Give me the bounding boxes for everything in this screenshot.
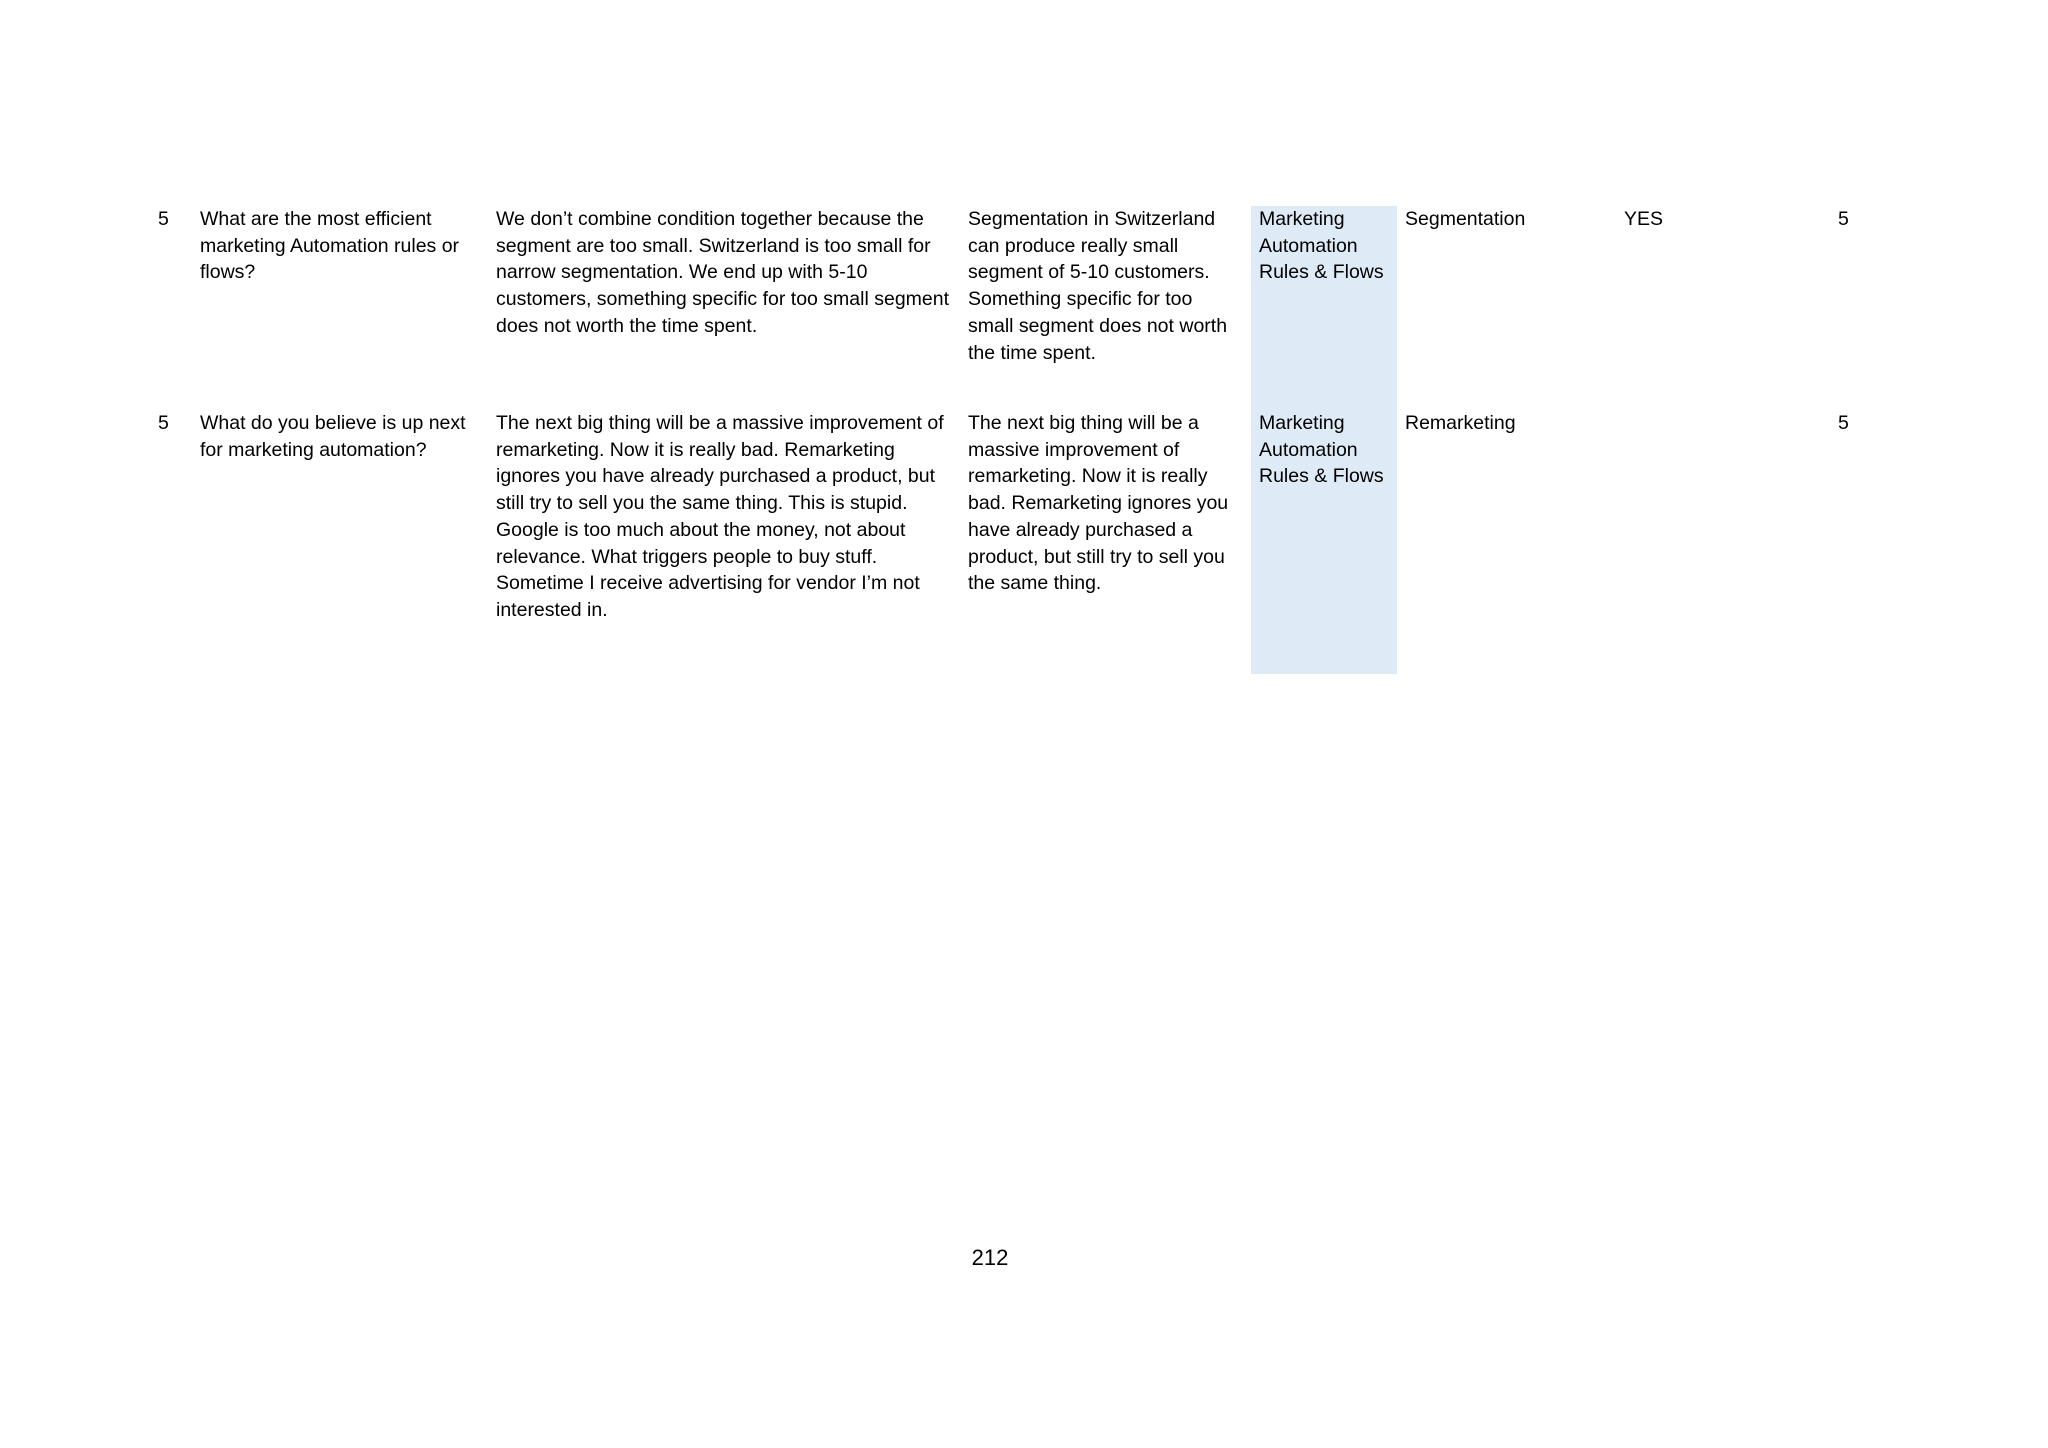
flag-cell: YES (1624, 208, 1664, 230)
answer-summary: Segmentation in Switzerland can produce really small segment of 5-10 customers. Something specific for too small segment does not worth the time spent. (968, 208, 1228, 364)
interview-table (150, 206, 2048, 674)
table-row (150, 410, 2048, 674)
answer-summary: The next big thing will be a massive improvement of remarketing. Now it is really bad. Remarketing ignores you have already purchased a product, but still try to sell you the same thing. (968, 412, 1229, 595)
category-cell: Marketing Automation Rules & Flows (1251, 410, 1397, 674)
code-cell: Remarketing (1405, 412, 1516, 434)
category-cell: Marketing Automation Rules & Flows (1251, 206, 1397, 410)
question-text: What do you believe is up next for marketing automation? (200, 412, 466, 461)
score-cell: 5 (1838, 412, 1849, 434)
question-number: 5 (158, 208, 169, 230)
answer-text: The next big thing will be a massive improvement of remarketing. Now it is really bad. Remarketing ignores you have already purchased a product, but still try to sell you the same thing. This is stupid. Google is too much about the money, not about relevance. What triggers people to buy stuff. Sometime I receive advertising for vendor I’m not interested in. (496, 412, 944, 621)
flag-cell (1616, 410, 1830, 674)
answer-text: We don’t combine condition together because the segment are too small. Switzerland is too small for narrow segmentation. We end up with 5-10 customers, something specific for too small segment does not worth the time spent. (496, 208, 950, 337)
question-number: 5 (158, 412, 169, 434)
question-text: What are the most efficient marketing Automation rules or flows? (200, 208, 460, 284)
table-row (150, 206, 2048, 410)
page-number: 212 (971, 1245, 1009, 1270)
code-cell: Segmentation (1405, 208, 1526, 230)
score-cell: 5 (1838, 208, 1849, 230)
